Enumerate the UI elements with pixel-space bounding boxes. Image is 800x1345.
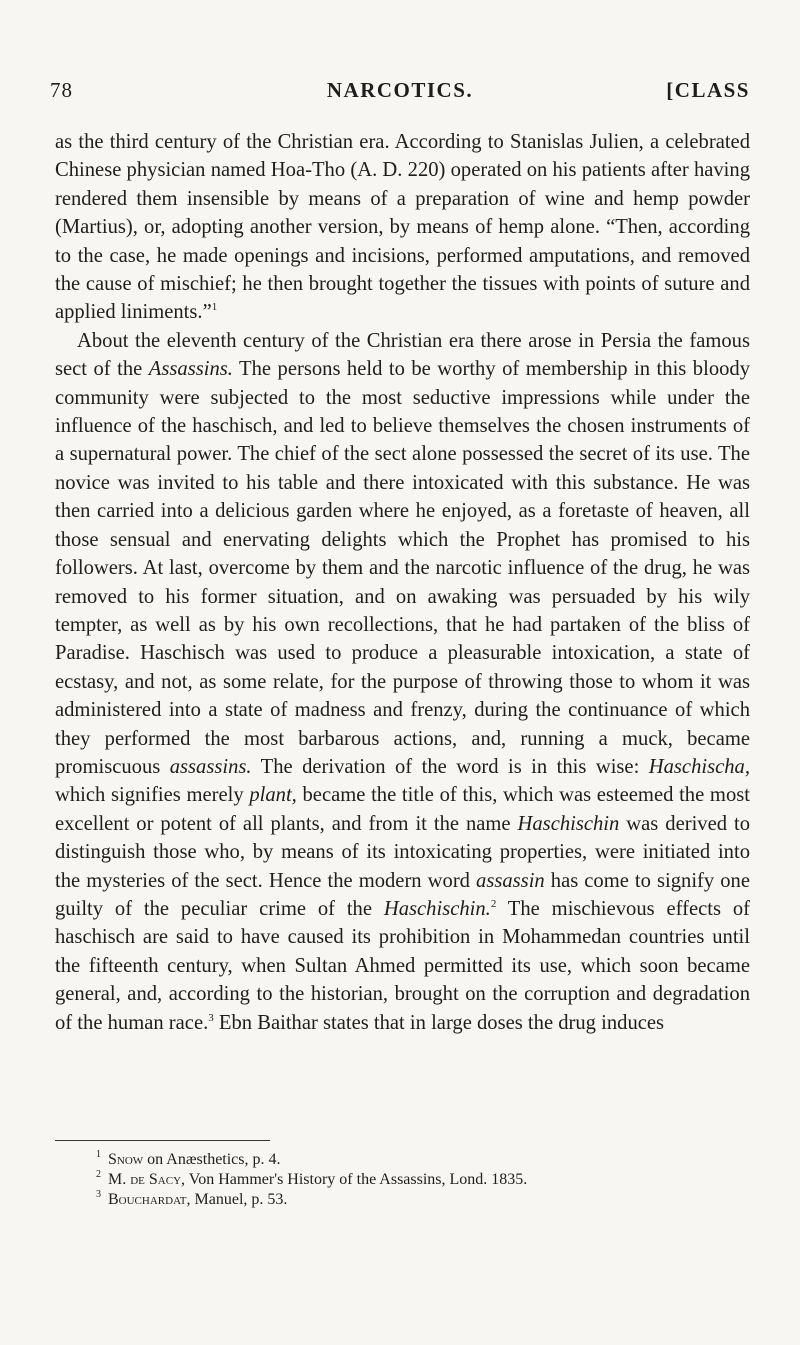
footnote-mark: 3 [96,1189,101,1200]
running-title: NARCOTICS. [326,78,474,102]
italic-term: assassins. [169,755,252,778]
paragraph-2-text: Ebn Baithar states that in large doses the drug induces [213,1011,665,1034]
italic-term: plant, [249,784,297,807]
paragraph-2-text: About the eleventh century of the Christian era there arose in Persia the famous sect of the [55,329,750,381]
footnote-mark: 1 [96,1149,101,1160]
paragraph-2-text: which signifies merely [55,784,250,807]
footnote-mark: 2 [96,1169,101,1180]
paragraph-2 [55,327,750,1037]
footnote-rule [55,1140,270,1141]
paragraph-1-text: as the third century of the Christian era. According to Stanislas Julien, a celebrated Chinese physician named Hoa-Tho (A. D. 220) operated on his patients after having rendered them insensible by means of a preparation of wine and hemp powder (Martius), or, adopting another version, by means of hemp alone. “Then, according to the case, he made openings and incisions, performed amputations, and removed the cause of mischief; he then brought together the tissues with points of suture and applied liniments.” [55,131,750,324]
footnote-2 [96,1169,750,1190]
paragraph-1 [55,128,750,327]
page-number: 78 [50,78,73,102]
paragraph-2-text: has come to signify one guilty of the peculiar crime of the [55,869,750,920]
paragraph-2-text: The persons held to be worthy of membership in this bloody community were subjected to the most seductive impressions while under the influence of the haschisch, and led to believe themselves the chosen instruments of a supernatural power. The chief of the sect alone possessed the secret of its use. The novice was invited to his table and there intoxicated with this substance. He was then carried into a delicious garden where he enjoyed, as a foretaste of heaven, all those sensual and enervating delights which the Prophet has promised to his followers. At last, overcome by them and the narcotic influence of the drug, he was removed to his former situation, and on awaking was persuaded by his wily tempter, as well as by his own recollections, that he had partaken of the bliss of Paradise. Haschisch was used to produce a pleasurable intoxication, a state of ecstasy, and not, as some relate, for the purpose of throwing those to whom it was administered into a state of madness and frenzy, during the continuance of which they performed the most barbarous actions, and, running a muck, became promiscuous [55,358,751,778]
italic-term: Haschischa, [648,755,750,778]
italic-term: Haschischin [517,812,620,835]
running-header [50,78,750,108]
footnotes [96,1149,750,1210]
footnote-text: Von Hammer's History of the Assassins, Lond. 1835. [185,1171,528,1188]
paragraph-2-text: became the title of this, which was esteemed the most excellent or potent of all plants, and from it the name [55,784,750,835]
footnote-ref-2: 2 [490,897,497,910]
italic-term: Assassins. [148,358,233,381]
paragraph-2-text: The derivation of the word is in this wise: [251,755,649,778]
italic-term: assassin [476,869,545,892]
footnote-author: M. de Sacy, [108,1171,186,1188]
paragraph-2-text: The mischievous effects of haschisch are said to have caused its prohibition in Mohammedan countries until the fifteenth century, when Sultan Ahmed permitted its use, which soon became general, and, according to the historian, brought on the corruption and degradation of the human race. [55,897,750,1034]
footnote-text: on Anæsthetics, p. 4. [143,1151,281,1168]
footnote-1 [96,1149,750,1170]
footnote-3 [96,1189,750,1210]
footnote-ref-1: 1 [211,301,218,314]
body-text [55,128,750,1037]
section-label: [CLASS [666,78,750,102]
footnote-text: Manuel, p. 53. [190,1191,288,1208]
footnote-ref-3: 3 [208,1011,214,1024]
footnote-author: Bouchardat, [108,1191,191,1208]
italic-term: Haschischin. [383,897,491,920]
footnote-author: Snow [108,1151,144,1168]
paragraph-2-text: was derived to distinguish those who, by means of its intoxicating properties, were initiated into the mysteries of the sect. Hence the modern word [55,812,750,892]
